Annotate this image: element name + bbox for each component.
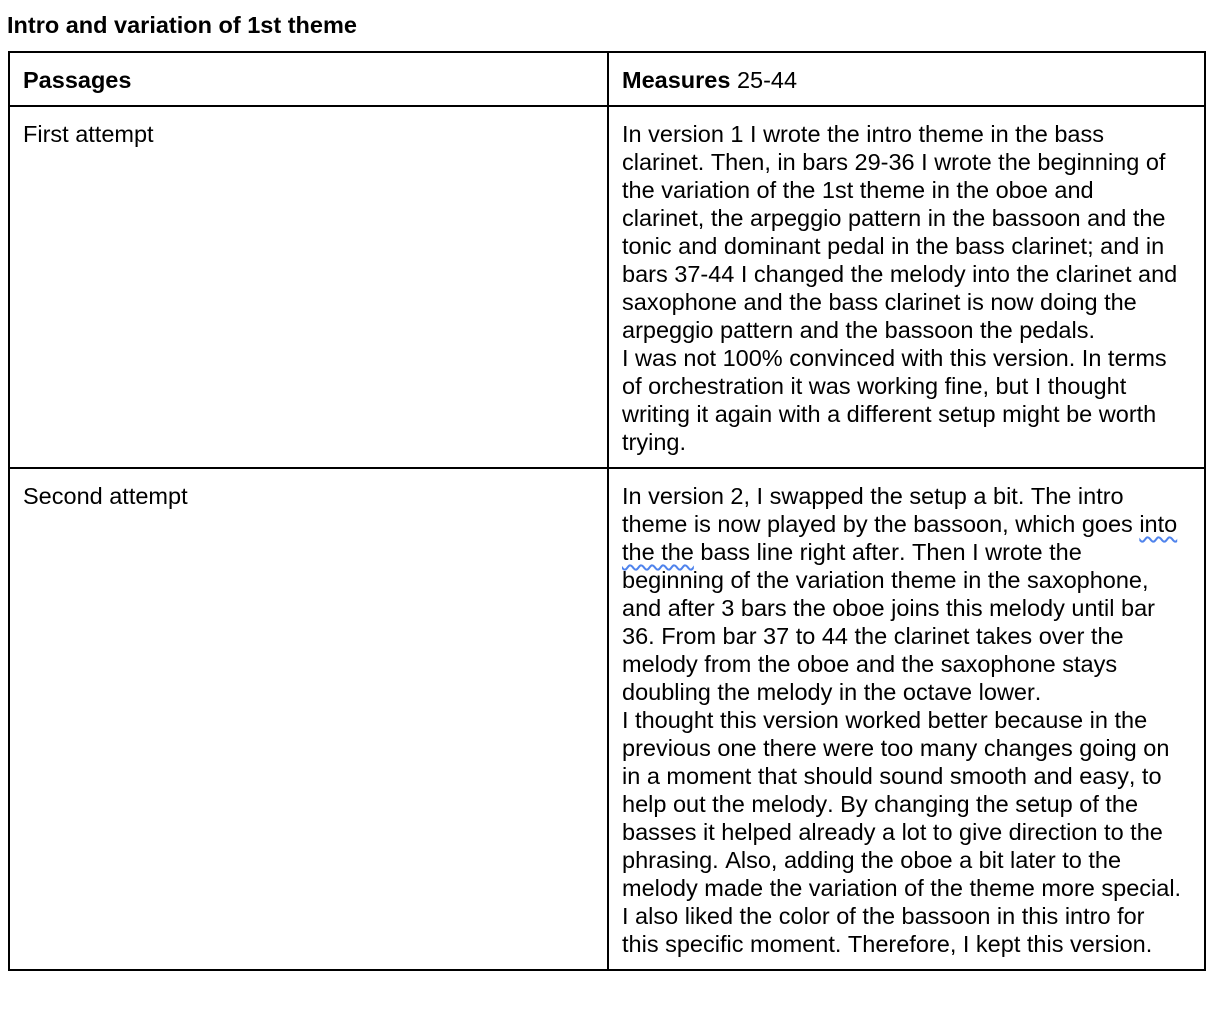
row-content [609, 107, 1204, 467]
row-label: Second attempt [10, 469, 609, 969]
paragraph: I was not 100% convinced with this version. In terms of orchestration it was working fine, but I thought writing it again with a different setup might be worth trying. [622, 345, 1167, 455]
row-content [609, 469, 1204, 969]
text-after-suggestion: bass line right after. Then I wrote the beginning of the variation theme in the saxophone, and after 3 bars the oboe joins this melody until bar 36. From bar 37 to 44 the clarinet takes over the melody from the oboe and the saxophone stays doubling the melody in the octave lower. [622, 539, 1155, 705]
paragraph: In version 1 I wrote the intro theme in the bass clarinet. Then, in bars 29-36 I wrote the beginning of the variation of the 1st theme in the oboe and clarinet, the arpeggio pattern in the bassoon and the tonic and dominant pedal in the bass clarinet; and in bars 37-44 I changed the melody into the clarinet and saxophone and the bass clarinet is now doing the arpeggio pattern and the bassoon the pedals. [622, 121, 1178, 343]
text-before-suggestion: In version 2, I swapped the setup a bit. The intro theme is now played by the bassoon, which goes [622, 483, 1140, 537]
row-label: First attempt [10, 107, 609, 467]
section-heading: Intro and variation of 1st theme [7, 12, 357, 38]
table-row-first-attempt [10, 105, 1204, 467]
header-cell-passages: Passages [10, 53, 609, 105]
grammar-suggestion-underline[interactable]: into the the [622, 511, 1178, 565]
header-cell-measures [609, 53, 1204, 105]
measures-value: 25-44 [730, 67, 798, 93]
measures-label: Measures [622, 67, 731, 93]
passages-table [8, 51, 1206, 971]
paragraph [622, 482, 1182, 706]
paragraph: I thought this version worked better because in the previous one there were too many changes going on in a moment that should sound smooth and easy, to help out the melody. By changing the setup of the basses it helped already a lot to give direction to the phrasing. Also, adding the oboe a bit later to the melody made the variation of the theme more special. I also liked the color of the bassoon in this intro for this specific moment. Therefore, I kept this version. [622, 707, 1182, 957]
table-row-second-attempt [10, 467, 1204, 969]
table-header-row [10, 53, 1204, 105]
